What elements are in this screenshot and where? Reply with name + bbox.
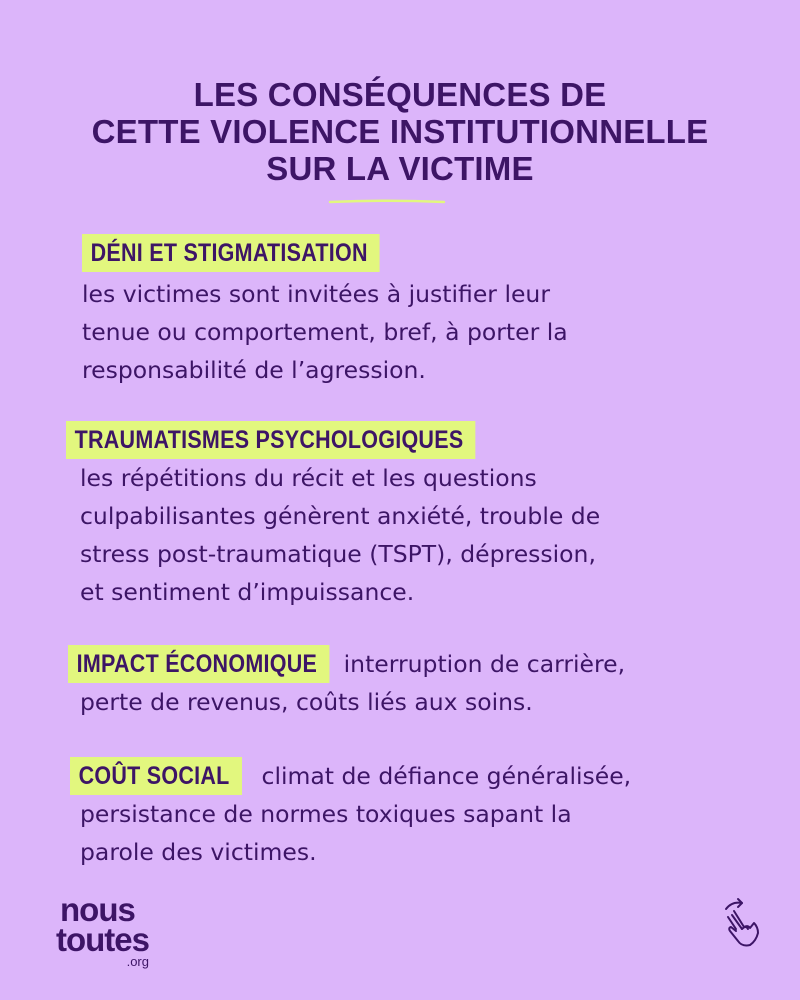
swipe-hand-icon xyxy=(714,895,770,951)
section-text-line: et sentiment d’impuissance. xyxy=(80,578,415,606)
section-text-line: parole des victimes. xyxy=(80,838,317,866)
section-inline-text: climat de défiance généralisée, xyxy=(261,762,632,790)
section-inline-text: interruption de carrière, xyxy=(343,650,626,678)
section-traumatismes xyxy=(66,421,746,611)
title-line-1: LES CONSÉQUENCES DE xyxy=(193,76,607,113)
section-tag-traumatismes: TRAUMATISMES PSYCHOLOGIQUES xyxy=(66,421,475,459)
logo-line-2: toutes xyxy=(56,921,149,958)
section-text-line: persistance de normes toxiques sapant la xyxy=(80,800,572,828)
logo-line-3: .org xyxy=(126,954,149,969)
section-text-line: tenue ou comportement, bref, à porter la xyxy=(82,318,568,346)
section-text-line: stress post-traumatique (TSPT), dépression, xyxy=(80,540,596,568)
section-deni xyxy=(82,234,762,389)
section-impact xyxy=(68,645,748,721)
section-text-line: les répétitions du récit et les questions xyxy=(80,464,537,492)
section-tag-deni: DÉNI ET STIGMATISATION xyxy=(82,234,380,272)
title-line-3: SUR LA VICTIME xyxy=(266,150,534,187)
section-text-line: culpabilisantes génèrent anxiété, trouble de xyxy=(80,502,601,530)
logo-line-1: nous xyxy=(60,891,135,928)
title-line-2: CETTE VIOLENCE INSTITUTIONNELLE xyxy=(91,113,709,150)
section-cout-social xyxy=(70,757,750,871)
section-text-line: responsabilité de l’agression. xyxy=(82,356,426,384)
page-title xyxy=(0,76,800,187)
title-underline xyxy=(328,199,446,204)
noustoutes-logo xyxy=(56,891,149,969)
section-text-line: les victimes sont invitées à justifier leur xyxy=(82,280,550,308)
section-text-line: perte de revenus, coûts liés aux soins. xyxy=(80,688,533,716)
section-tag-cout-social: COÛT SOCIAL xyxy=(70,757,242,795)
section-tag-impact: IMPACT ÉCONOMIQUE xyxy=(68,645,329,683)
